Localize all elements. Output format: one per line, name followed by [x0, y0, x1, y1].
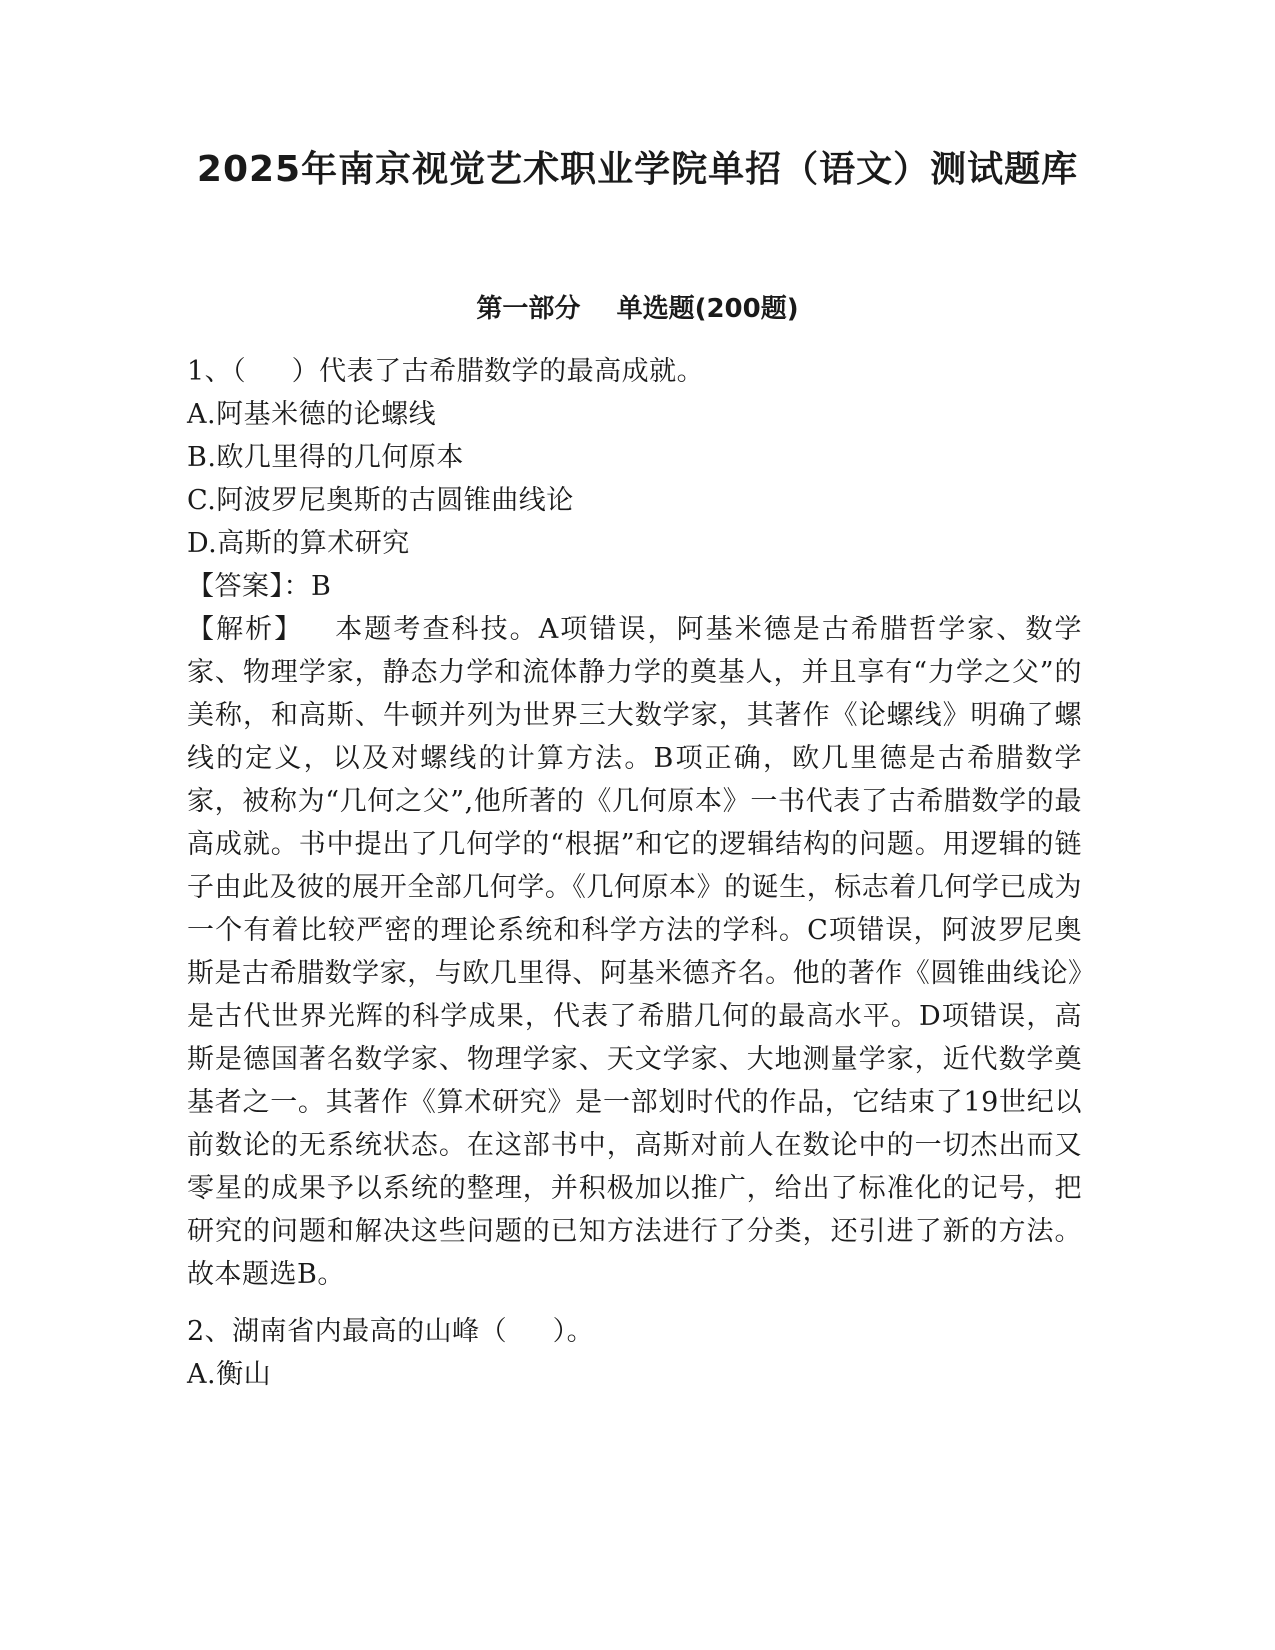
question-item — [187, 1310, 1082, 1396]
analysis-text: 【解析】 本题考查科技。A项错误，阿基米德是古希腊哲学家、数学家、物理学家，静态力学和流体静力学的奠基人，并且享有“力学之父”的美称，和高斯、牛顿并列为世界三大数学家，其著作《论螺线》明确了螺线的定义，以及对螺线的计算方法。B项正确，欧几里德是古希腊数学家，被称为“几何之父”,他所著的《几何原本》一书代表了古希腊数学的最高成就。书中提出了几何学的“根据”和它的逻辑结构的问题。用逻辑的链子由此及彼的展开全部几何学。《几何原本》的诞生，标志着几何学已成为一个有着比较严密的理论系统和科学方法的学科。C项错误，阿波罗尼奥斯是古希腊数学家，与欧几里得、阿基米德齐名。他的著作《圆锥曲线论》是古代世界光辉的科学成果，代表了希腊几何的最高水平。D项错误，高斯是德国著名数学家、物理学家、天文学家、大地测量学家，近代数学奠基者之一。其著作《算术研究》是一部划时代的作品，它结束了19世纪以前数论的无系统状态。在这部书中，高斯对前人在数论中的一切杰出而又零星的成果予以系统的整理，并积极加以推广，给出了标准化的记号，把研究的问题和解决这些问题的已知方法进行了分类，还引进了新的方法。故本题选B。 — [187, 614, 1082, 1290]
document-title: 2025年南京视觉艺术职业学院单招（语文）测试题库 — [196, 149, 1079, 190]
question-divider — [187, 1296, 1082, 1310]
option-a: A.阿基米德的论螺线 — [187, 399, 437, 430]
option-d: D.高斯的算术研究 — [187, 528, 410, 559]
option-b: B.欧几里得的几何原本 — [187, 442, 464, 473]
question-stem: 2、湖南省内最高的山峰（ ）。 — [187, 1316, 595, 1347]
answer-text: 【答案】：B — [187, 571, 332, 602]
option-c: C.阿波罗尼奥斯的古圆锥曲线论 — [187, 485, 574, 516]
option-a: A.衡山 — [187, 1359, 272, 1390]
question-list — [187, 350, 1082, 1396]
question-stem: 1、（ ）代表了古希腊数学的最高成就。 — [187, 356, 705, 387]
question-item — [187, 350, 1082, 1296]
section-title: 第一部分 单选题(200题) — [476, 294, 799, 324]
